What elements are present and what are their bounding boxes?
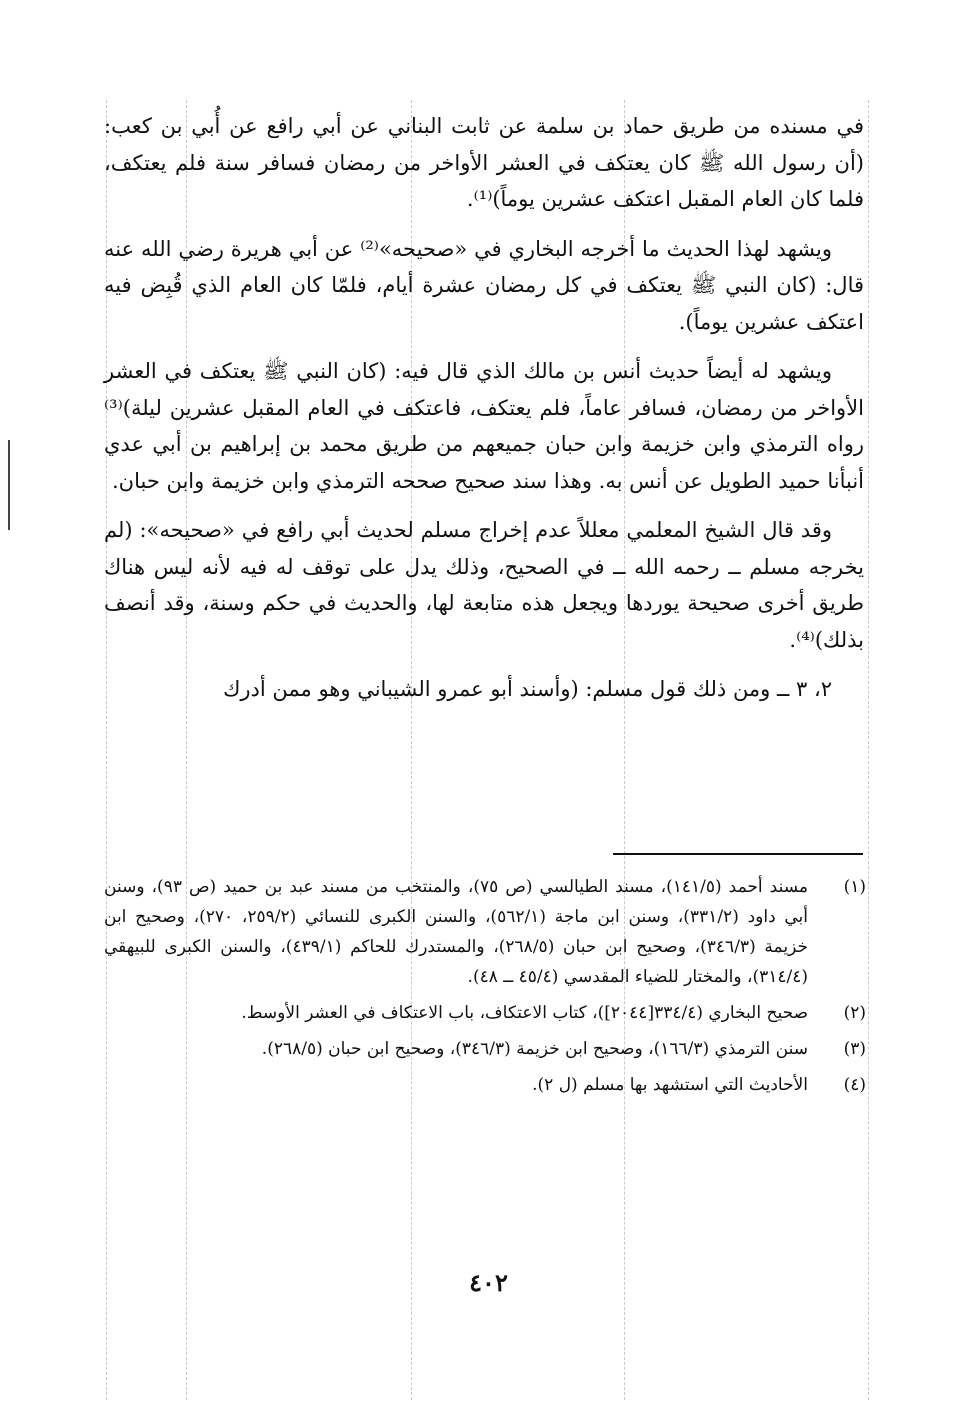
footnote-number: (٣)	[843, 1039, 866, 1059]
footnote-text: مسند أحمد (١٤١/٥)، مسند الطيالسي (ص ٧٥)، والمنتخب من مسند عبد بن حميد (ص ٩٣)، وسنن أبي داود (٣٣١/٢)، وسنن ابن ماجة (٥٦٢/١)، والسنن الكبرى للنسائي (٢٥٩/٢، ٢٧٠)، وصحيح ابن خزيمة (٣٤٦/٣)، وصحيح ابن حبان (٢٦٨/٥)، والمستدرك للحاكم (٤٣٩/١)، والسنن الكبرى للبيهقي (٣١٤/٤)، والمختار للضياء المقدسي (٤٥/٤ ــ ٤٨).	[104, 877, 809, 987]
paragraph-5: ٢، ٣ ــ ومن ذلك قول مسلم: (وأسند أبو عمرو الشيباني وهو ممن أدرك	[223, 677, 832, 701]
page-number: ٤٠٢	[469, 1268, 508, 1297]
footnotes	[104, 872, 866, 1106]
paragraph-3: ويشهد له أيضاً حديث أنس بن مالك الذي قال فيه: (كان النبي ﷺ يعتكف في العشر الأواخر من رمضان، فسافر عاماً، فلم يعتكف، فاعتكف في العام المقبل عشرين ليلة)⁽³⁾ رواه الترمذي وابن خزيمة وابن حبان جميعهم من طريق محمد بن إبراهيم بن أبي عدي أنبأنا حميد الطويل عن أنس به. وهذا سند صحيح صححه الترمذي وابن خزيمة وابن حبان.	[104, 359, 864, 493]
scan-artifact-line	[868, 100, 869, 1400]
footnote-text: الأحاديث التي استشهد بها مسلم (ل ٢).	[532, 1075, 808, 1095]
scan-edge-mark	[8, 440, 10, 530]
main-text	[104, 108, 864, 721]
footnote-4	[104, 1070, 866, 1100]
footnote-2	[104, 998, 866, 1028]
paragraph-1: في مسنده من طريق حماد بن سلمة عن ثابت البناني عن أبي رافع عن أُبي بن كعب: (أن رسول الله ﷺ كان يعتكف في العشر الأواخر من رمضان فسافر سنة فلم يعتكف، فلما كان العام المقبل اعتكف عشرين يوماً)⁽¹⁾.	[104, 114, 864, 211]
footnote-text: سنن الترمذي (١٦٦/٣)، وصحيح ابن خزيمة (٣٤٦/٣)، وصحيح ابن حبان (٢٦٨/٥).	[261, 1039, 808, 1059]
paragraph-2: ويشهد لهذا الحديث ما أخرجه البخاري في «صحيحه»⁽²⁾ عن أبي هريرة رضي الله عنه قال: (كان النبي ﷺ يعتكف في كل رمضان عشرة أيام، فلمّا كان العام الذي قُبِض فيه اعتكف عشرين يوماً).	[104, 236, 865, 334]
footnote-separator	[613, 853, 863, 855]
footnote-number: (٢)	[843, 1003, 866, 1023]
paragraph-4: وقد قال الشيخ المعلمي معللاً عدم إخراج مسلم لحديث أبي رافع في «صحيحه»: (لم يخرجه مسلم ــ رحمه الله ــ في الصحيح، وذلك يدل على توقف له فيه لأنه ليس هناك طريق أخرى صحيحة يوردها ويجعل هذه متابعة لها، والحديث في حكم وسنة، وقد أنصف بذلك)⁽⁴⁾.	[104, 518, 864, 652]
footnote-number: (١)	[843, 877, 866, 897]
footnote-number: (٤)	[843, 1075, 866, 1095]
footnote-3	[104, 1034, 866, 1064]
footnote-text: صحيح البخاري (٣٣٤/٤[٢٠٤٤])، كتاب الاعتكاف، باب الاعتكاف في العشر الأوسط.	[241, 1003, 808, 1023]
footnote-1	[104, 872, 866, 992]
